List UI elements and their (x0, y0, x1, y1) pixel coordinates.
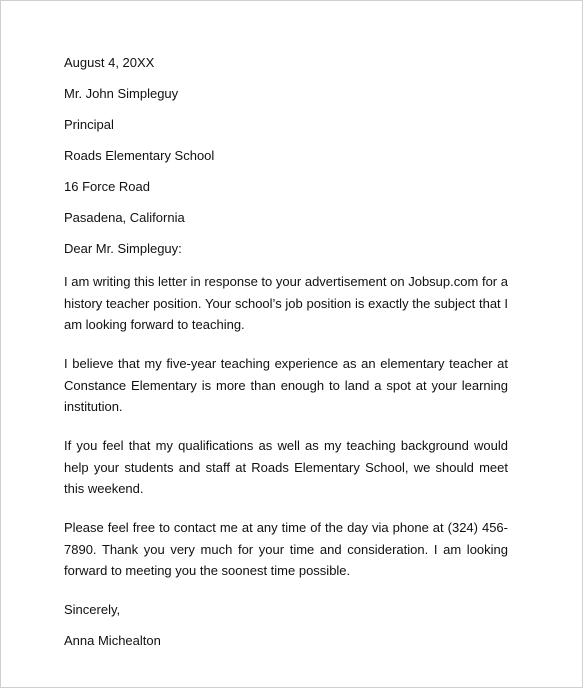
body-paragraph-4: Please feel free to contact me at any time of the day via phone at (324) 456-7890. Thank you very much for your time and consideration. I am looking forward to meeting you the soonest time possible. (64, 520, 508, 578)
salutation: Dear Mr. Simpleguy: (64, 241, 182, 256)
letter-date: August 4, 20XX (64, 55, 155, 70)
recipient-title: Principal (64, 117, 114, 132)
closing: Sincerely, (64, 602, 121, 617)
body-paragraph-2: I believe that my five-year teaching experience as an elementary teacher at Constance Elementary is more than enough to land a spot at your learning institution. (64, 356, 508, 414)
signature: Anna Michealton (64, 633, 161, 648)
recipient-street: 16 Force Road (64, 179, 150, 194)
recipient-name: Mr. John Simpleguy (64, 86, 179, 101)
recipient-school: Roads Elementary School (64, 148, 215, 163)
recipient-city: Pasadena, California (64, 210, 185, 225)
body-paragraph-3: If you feel that my qualifications as well as my teaching background would help your students and staff at Roads Elementary School, we should meet this weekend. (64, 438, 508, 496)
body-paragraph-1: I am writing this letter in response to your advertisement on Jobsup.com for a history teacher position. Your school’s job position is exactly the subject that I am looking forward to teaching. (64, 274, 508, 332)
